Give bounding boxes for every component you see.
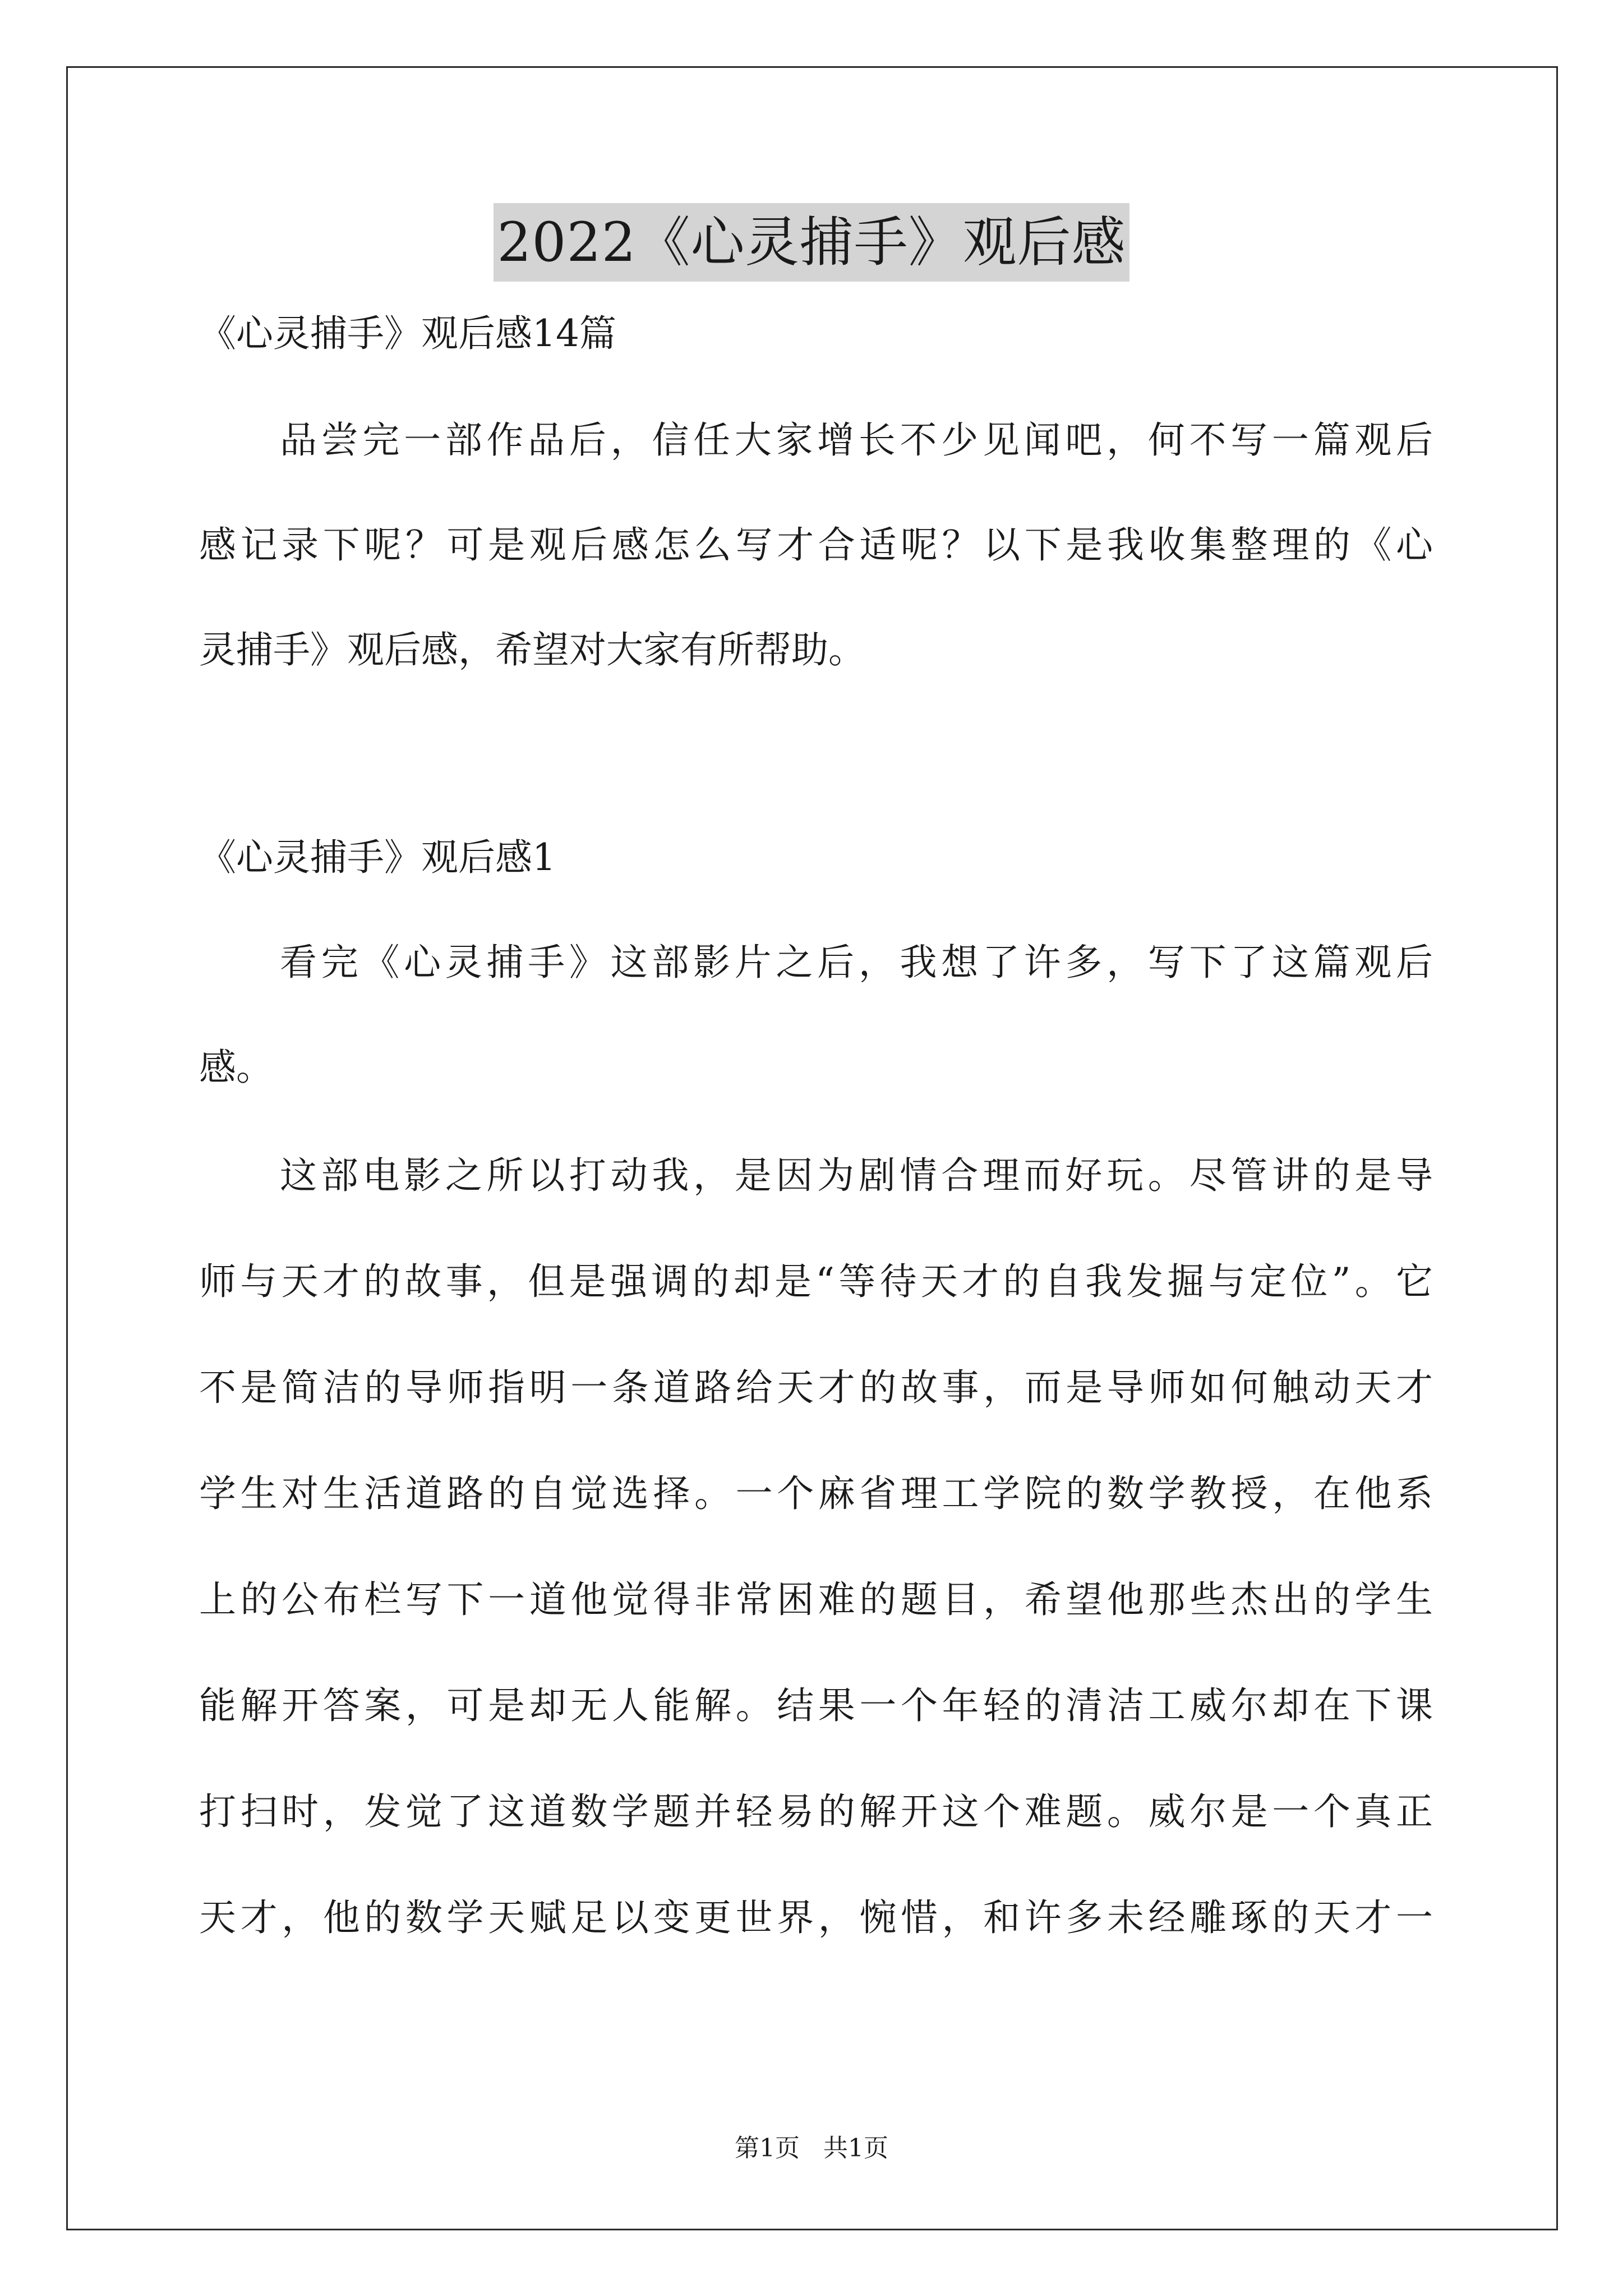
document-title: 2022《心灵捕手》观后感 [494,203,1129,282]
paragraph-line: 学生对生活道路的自觉选择。一个麻省理工学院的数学教授，在他系 [199,1472,1433,1515]
document-body [199,306,1433,1946]
paragraph-line: 打扫时，发觉了这道数学题并轻易的解开这个难题。威尔是一个真正 [199,1790,1433,1833]
intro-paragraph [199,412,1433,678]
paragraph-line: 感。 [199,1046,273,1089]
title-container [0,203,1623,282]
paragraph-line: 天才，他的数学天赋足以变更世界，惋惜，和许多未经雕琢的天才一 [199,1896,1433,1939]
document-subtitle: 《心灵捕手》观后感14篇 [199,312,616,355]
paragraph-line: 师与天才的故事，但是强调的却是“等待天才的自我发掘与定位”。它 [199,1260,1433,1303]
paragraph-line: 品尝完一部作品后，信任大家增长不少见闻吧，何不写一篇观后 [280,418,1433,462]
paragraph-2 [199,1148,1433,1946]
page-footer: 第1页 共1页 [735,2134,888,2162]
paragraph-line: 看完《心灵捕手》这部影片之后，我想了许多，写下了这篇观后 [280,941,1433,984]
paragraph-1 [199,935,1433,1096]
paragraph-line: 这部电影之所以打动我，是因为剧情合理而好玩。尽管讲的是导 [280,1154,1433,1197]
paragraph-line: 能解开答案，可是却无人能解。结果一个年轻的清洁工威尔却在下课 [199,1684,1433,1727]
paragraph-line: 不是简洁的导师指明一条道路给天才的故事，而是导师如何触动天才 [199,1366,1433,1409]
paragraph-line: 上的公布栏写下一道他觉得非常困难的题目，希望他那些杰出的学生 [199,1578,1433,1621]
paragraph-line: 灵捕手》观后感，希望对大家有所帮助。 [199,628,865,671]
paragraph-line: 感记录下呢？可是观后感怎么写才合适呢？以下是我收集整理的《心 [199,523,1433,567]
section-heading: 《心灵捕手》观后感1 [199,836,556,879]
